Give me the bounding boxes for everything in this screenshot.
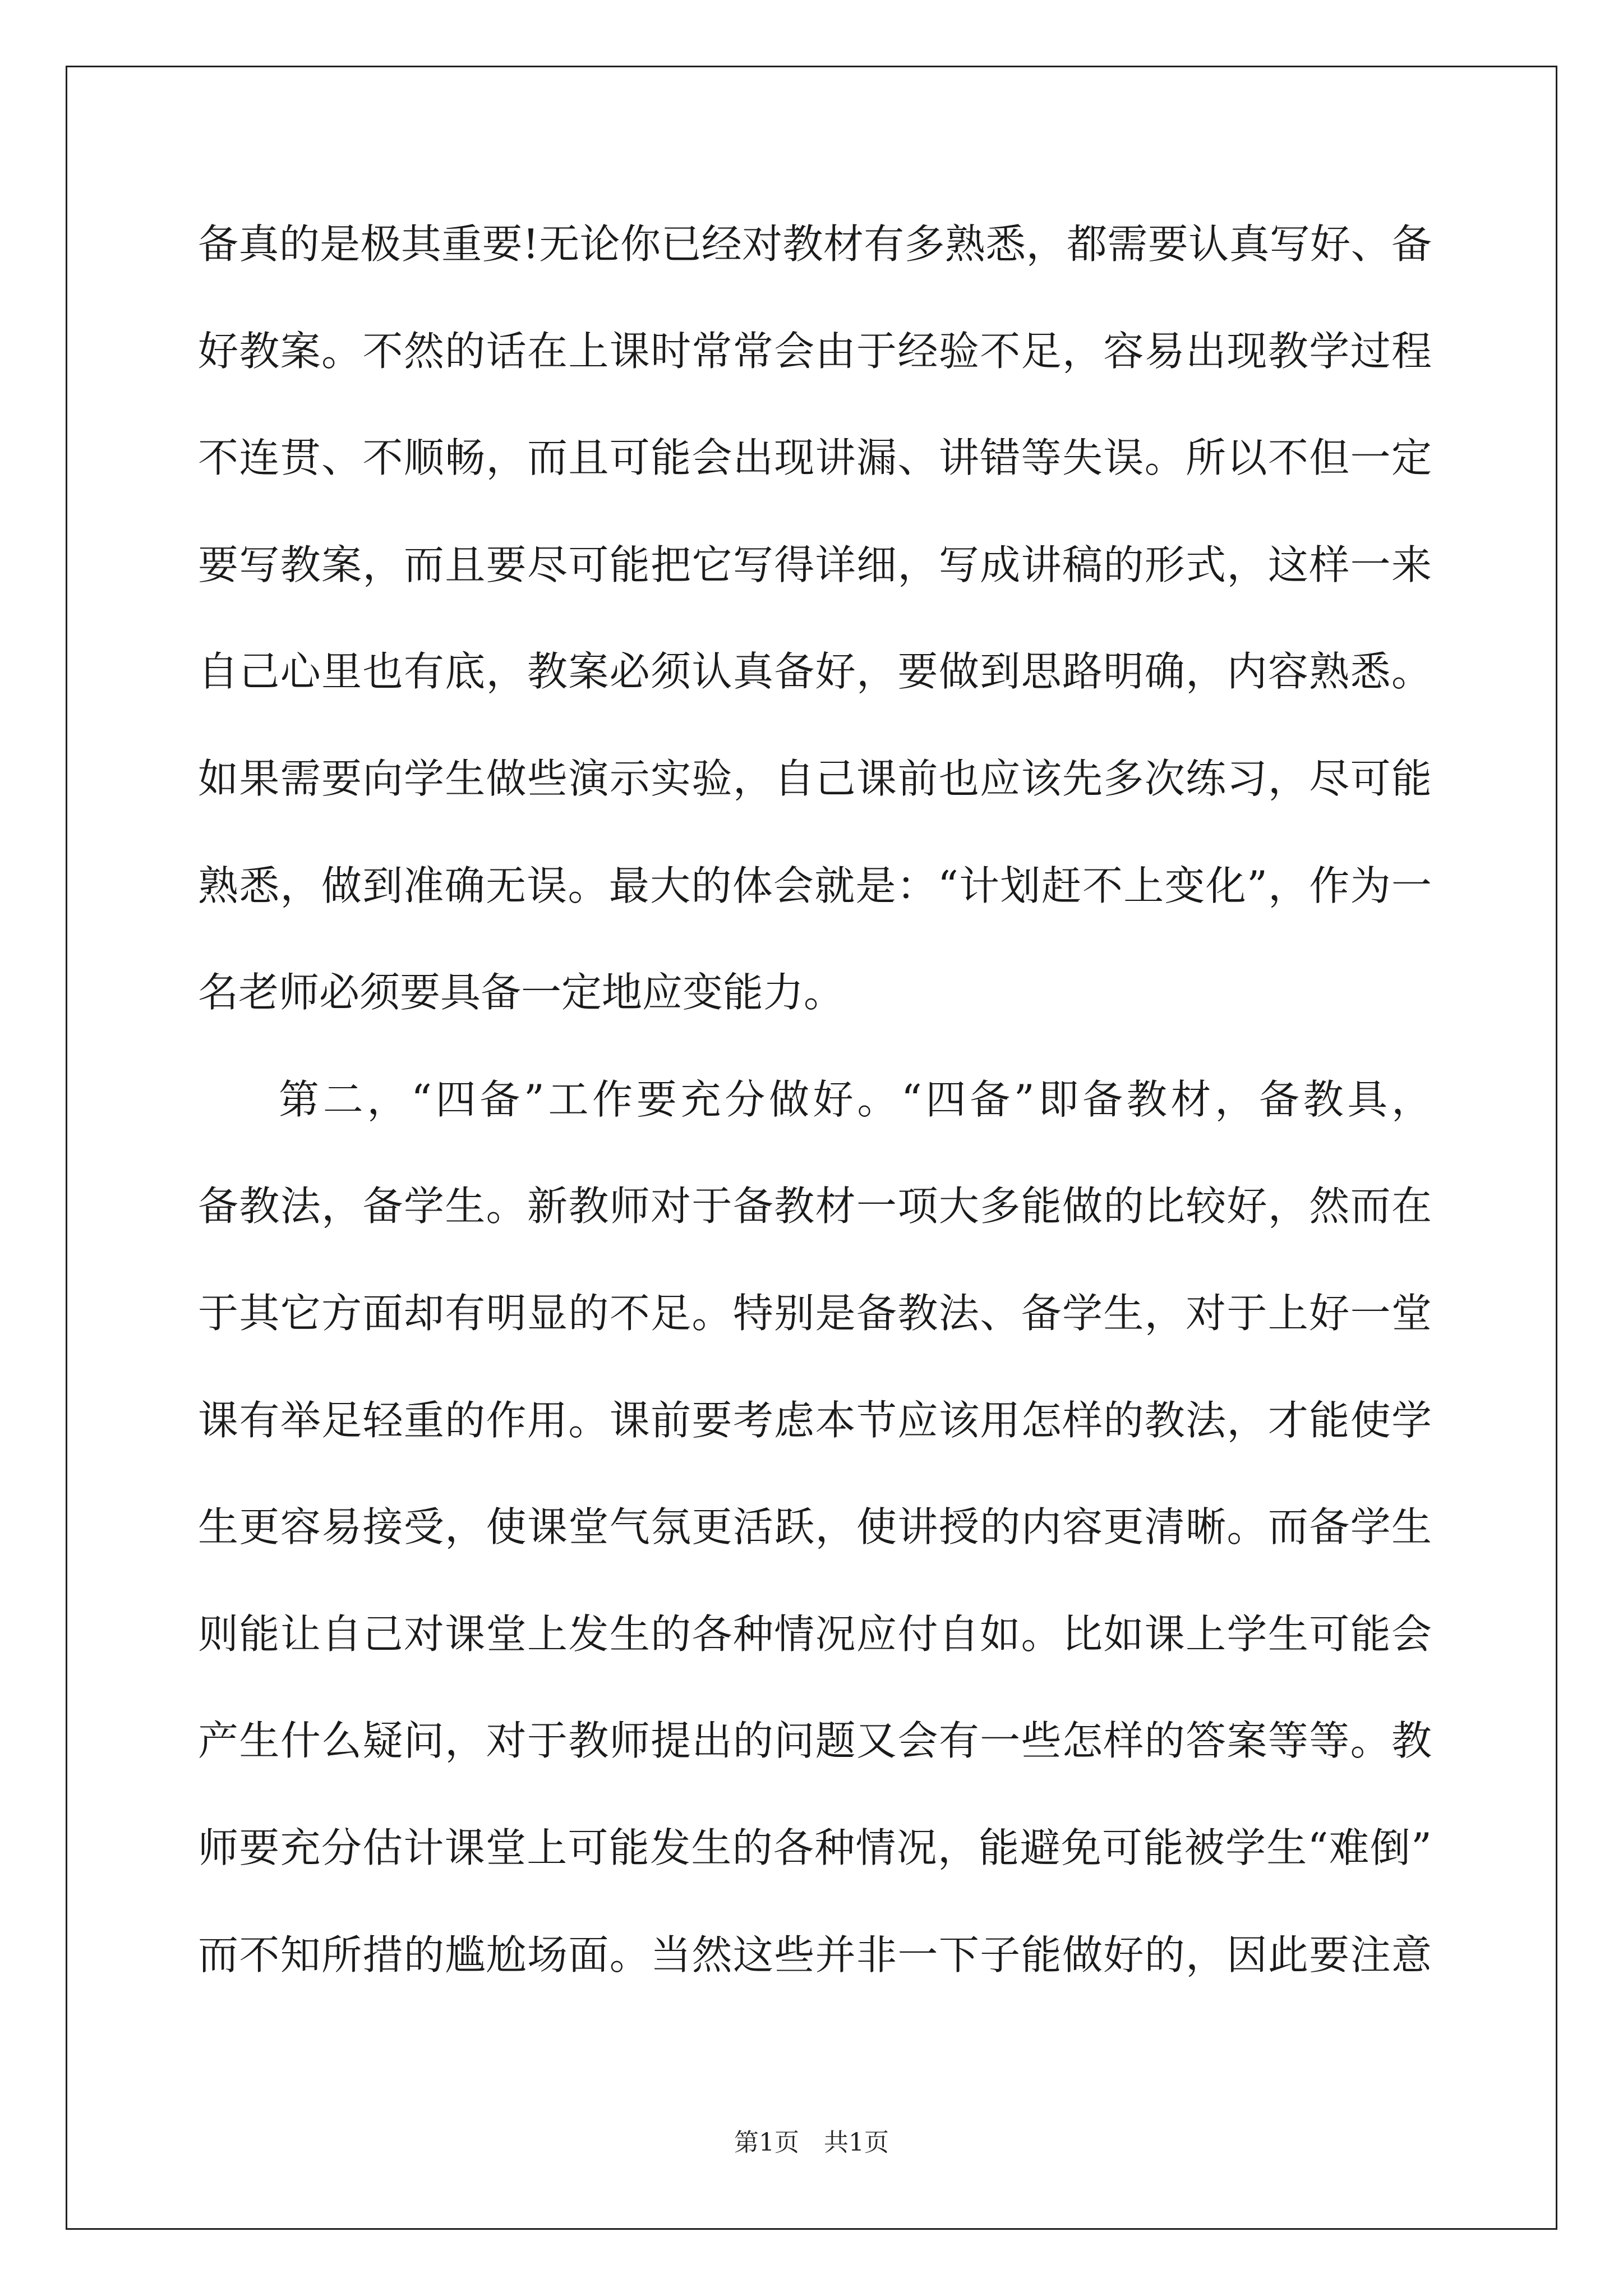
text-line: 则能让自己对课堂上发生的各种情况应付自如。比如课上学生可能会 (198, 1610, 1432, 1658)
text-line: 要写教案，而且要尽可能把它写得详细，写成讲稿的形式，这样一来 (198, 541, 1432, 588)
text-line: 生更容易接受，使课堂气氛更活跃，使讲授的内容更清晰。而备学生 (198, 1503, 1432, 1551)
text-line: 熟悉，做到准确无误。最大的体会就是：“计划赶不上变化”，作为一 (198, 862, 1432, 909)
text-line: 好教案。不然的话在上课时常常会由于经验不足，容易出现教学过程 (198, 327, 1432, 375)
text-line: 产生什么疑问，对于教师提出的问题又会有一些怎样的答案等等。教 (198, 1717, 1432, 1765)
text-line: 不连贯、不顺畅，而且可能会出现讲漏、讲错等失误。所以不但一定 (198, 434, 1432, 482)
text-line: 如果需要向学生做些演示实验，自己课前也应该先多次练习，尽可能 (198, 754, 1432, 802)
text-line: 课有举足轻重的作用。课前要考虑本节应该用怎样的教法，才能使学 (198, 1396, 1432, 1444)
text-line: 名老师必须要具备一定地应变能力。 (198, 969, 845, 1016)
page-number-footer: 第1页 共1页 (734, 2128, 889, 2157)
text-line: 自己心里也有底，教案必须认真备好，要做到思路明确，内容熟悉。 (198, 648, 1432, 696)
text-line: 而不知所措的尴尬场面。当然这些并非一下子能做好的，因此要注意 (198, 1931, 1432, 1978)
text-line: 备教法，备学生。新教师对于备教材一项大多能做的比较好，然而在 (198, 1182, 1432, 1230)
text-line: 备真的是极其重要!无论你已经对教材有多熟悉，都需要认真写好、备 (198, 220, 1432, 268)
text-line: 师要充分估计课堂上可能发生的各种情况，能避免可能被学生“难倒” (198, 1824, 1432, 1871)
document-body (198, 191, 1432, 2008)
text-line: 于其它方面却有明显的不足。特别是备教法、备学生，对于上好一堂 (198, 1289, 1432, 1337)
text-line: 第二，“四备”工作要充分做好。“四备”即备教材，备教具， (279, 1075, 1432, 1123)
